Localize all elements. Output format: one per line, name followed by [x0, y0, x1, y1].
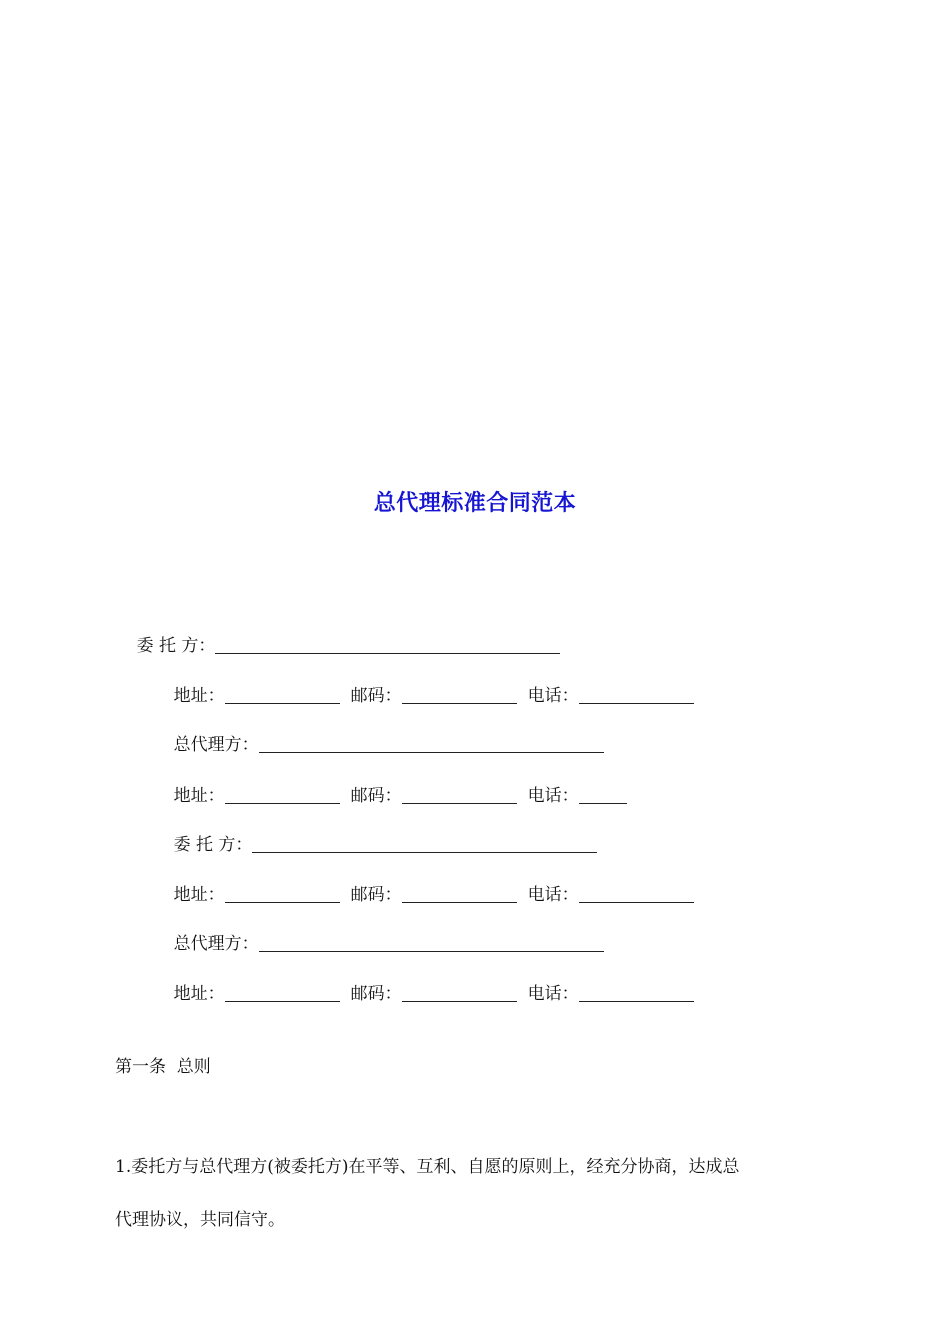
phone-label: 电话：: [527, 686, 579, 706]
agent-blank: [259, 935, 604, 952]
agent-label: 总代理方：: [173, 735, 259, 755]
address-blank: [225, 787, 340, 804]
address-blank: [225, 886, 340, 903]
postcode-blank: [402, 886, 517, 903]
document-title: 总代理标准合同范本: [373, 491, 577, 516]
address-blank: [225, 985, 340, 1002]
article-1-heading: 第一条 总则: [115, 1057, 211, 1077]
clause-1-line-1: 1.委托方与总代理方(被委托方)在平等、互利、自愿的原则上，经充分协商，达成总: [115, 1157, 740, 1177]
postcode-blank: [402, 787, 517, 804]
address-label: 地址：: [173, 686, 225, 706]
postcode-label: 邮码：: [350, 786, 402, 806]
postcode-label: 邮码：: [350, 984, 402, 1004]
phone-blank: [579, 687, 694, 704]
address-label: 地址：: [173, 786, 225, 806]
phone-blank: [579, 886, 694, 903]
principal-label: 委 托 方：: [136, 636, 216, 656]
agent-blank: [259, 736, 604, 753]
contact-line-4: [152, 955, 694, 1033]
postcode-blank: [402, 687, 517, 704]
postcode-blank: [402, 985, 517, 1002]
phone-label: 电话：: [527, 786, 579, 806]
principal-blank: [215, 637, 560, 654]
postcode-label: 邮码：: [350, 686, 402, 706]
principal-label: 委 托 方：: [173, 835, 253, 855]
phone-label: 电话：: [527, 885, 579, 905]
principal-blank: [252, 836, 597, 853]
agent-label: 总代理方：: [173, 934, 259, 954]
address-blank: [225, 687, 340, 704]
phone-blank: [579, 787, 627, 804]
phone-blank: [579, 985, 694, 1002]
address-label: 地址：: [173, 885, 225, 905]
address-label: 地址：: [173, 984, 225, 1004]
clause-1-line-2: 代理协议，共同信守。: [115, 1210, 285, 1230]
postcode-label: 邮码：: [350, 885, 402, 905]
phone-label: 电话：: [527, 984, 579, 1004]
